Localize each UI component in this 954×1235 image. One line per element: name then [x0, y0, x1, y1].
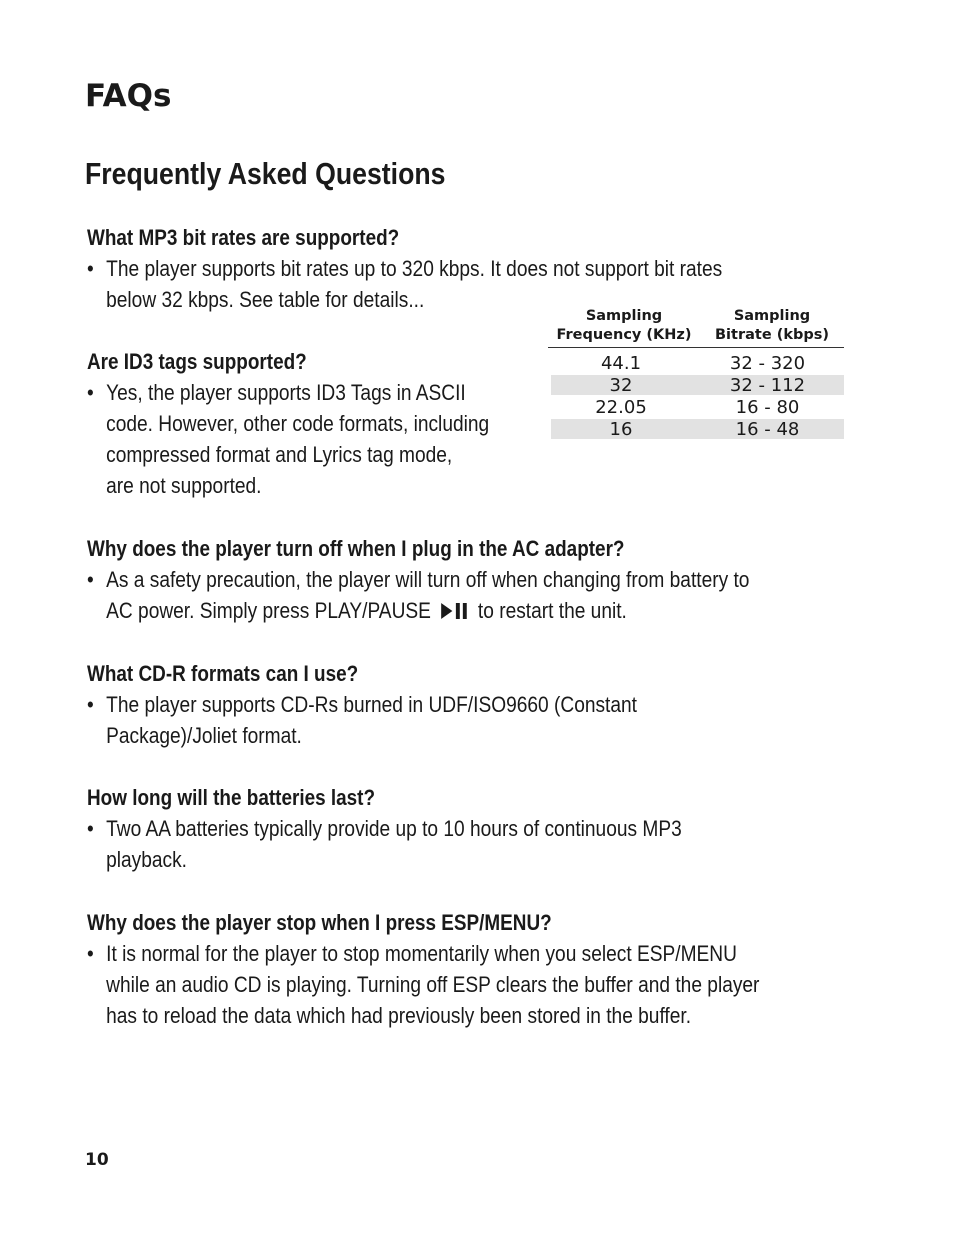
- bullet: •: [87, 692, 94, 717]
- table-cell-bitrate: 16 - 80: [735, 396, 800, 418]
- header-line: Frequency (KHz): [556, 327, 692, 343]
- table-cell-frequency: 16: [609, 418, 633, 440]
- answer-line: It is normal for the player to stop momentarily when you select ESP/MENU: [106, 941, 737, 966]
- faq-question: Why does the player turn off when I plug in the AC adapter?: [87, 536, 625, 561]
- page-number: 10: [85, 1150, 109, 1170]
- table-cell-frequency: 44.1: [600, 352, 642, 374]
- faq-answer: [87, 813, 682, 875]
- answer-text: to restart the unit.: [477, 598, 627, 623]
- answer-line: [106, 595, 749, 628]
- faq-answer: [87, 564, 749, 628]
- bullet: •: [87, 816, 94, 841]
- answer-line: code. However, other code formats, including: [106, 411, 490, 436]
- play-pause-icon: [441, 597, 469, 628]
- faq-question: Why does the player stop when I press ESP/MENU?: [87, 910, 552, 935]
- table-row: [551, 419, 844, 439]
- faq-answer: [87, 689, 637, 751]
- faq-item-esp-menu: [87, 907, 860, 1031]
- bitrate-table: [548, 307, 844, 439]
- faq-question: How long will the batteries last?: [87, 785, 376, 810]
- faq-item-id3: [87, 346, 549, 501]
- answer-line: while an audio CD is playing. Turning off ESP clears the buffer and the player: [106, 972, 760, 997]
- table-header-bitrate: [700, 307, 844, 345]
- table-cell-bitrate: 32 - 320: [729, 352, 806, 374]
- table-header-frequency: [548, 307, 700, 345]
- table-header: [548, 307, 844, 348]
- faq-item-batteries: [87, 782, 771, 875]
- table-cell-frequency: 22.05: [595, 396, 647, 418]
- section-title: Frequently Asked Questions: [85, 156, 446, 191]
- answer-line: has to reload the data which had previously been stored in the buffer.: [106, 1003, 692, 1028]
- answer-line: The player supports bit rates up to 320 kbps. It does not support bit rates: [106, 256, 723, 281]
- bullet: •: [87, 256, 94, 281]
- header-line: Sampling: [585, 308, 663, 324]
- bullet: •: [87, 941, 94, 966]
- bullet: •: [87, 567, 94, 592]
- faq-answer: [87, 253, 722, 315]
- faq-answer: [87, 938, 759, 1031]
- faq-item-bitrates: [87, 222, 817, 315]
- faq-item-ac-adapter: [87, 533, 848, 628]
- faq-answer: [87, 377, 489, 501]
- table-cell-bitrate: 16 - 48: [735, 418, 800, 440]
- answer-line: The player supports CD-Rs burned in UDF/ISO9660 (Constant: [106, 692, 637, 717]
- answer-line: Package)/Joliet format.: [106, 723, 302, 748]
- answer-line: Two AA batteries typically provide up to 10 hours of continuous MP3: [106, 816, 682, 841]
- faq-question: Are ID3 tags supported?: [87, 349, 307, 374]
- page-title: FAQs: [85, 78, 172, 114]
- header-line: Sampling: [733, 308, 811, 324]
- answer-line: playback.: [106, 847, 188, 872]
- table-row: [551, 351, 844, 375]
- bullet: •: [87, 380, 94, 405]
- faq-question: What MP3 bit rates are supported?: [87, 225, 400, 250]
- header-line: Bitrate (kbps): [715, 327, 829, 343]
- answer-line: compressed format and Lyrics tag mode,: [106, 442, 453, 467]
- faq-question: What CD-R formats can I use?: [87, 661, 359, 686]
- answer-line: As a safety precaution, the player will turn off when changing from battery to: [106, 567, 750, 592]
- table-cell-bitrate: 32 - 112: [729, 374, 806, 396]
- answer-line: Yes, the player supports ID3 Tags in ASCII: [106, 380, 466, 405]
- answer-line: below 32 kbps. See table for details...: [106, 287, 425, 312]
- faq-item-cdr-formats: [87, 658, 719, 751]
- table-row: [551, 395, 844, 419]
- table-cell-frequency: 32: [609, 374, 633, 396]
- answer-text: AC power. Simply press PLAY/PAUSE: [106, 598, 431, 623]
- answer-line: are not supported.: [106, 473, 262, 498]
- table-row: [551, 375, 844, 395]
